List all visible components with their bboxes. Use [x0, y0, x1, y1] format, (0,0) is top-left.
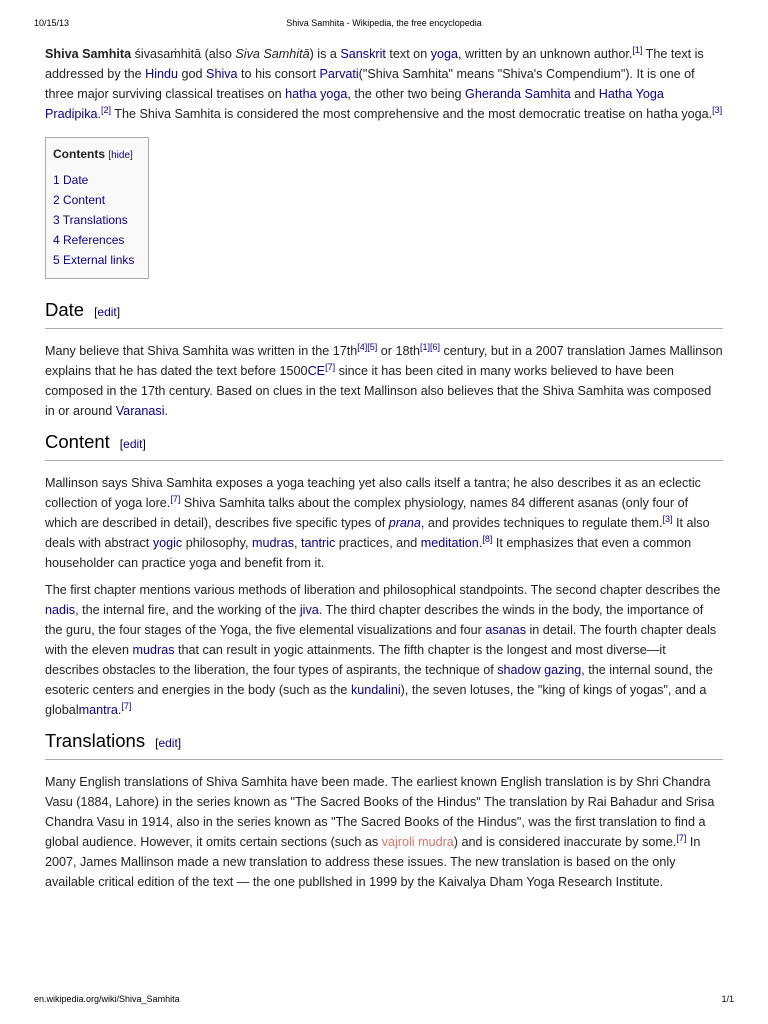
iast-name: śivasaṁhitā — [134, 47, 202, 61]
link-kundalini[interactable]: kundalini — [350, 683, 401, 697]
bracket: ] — [116, 305, 121, 319]
link-yoga[interactable]: yoga — [430, 47, 459, 61]
link-jiva[interactable]: jiva — [299, 603, 319, 617]
text-run: god — [178, 67, 207, 81]
text-run: Many believe that Shiva Samhita was written in the 17th — [45, 344, 358, 358]
edit-section-date — [94, 305, 120, 319]
toc-item — [53, 250, 134, 270]
text-run: practices, and — [335, 536, 421, 550]
citation-ref — [121, 701, 131, 711]
bracket: ] — [130, 150, 133, 161]
link-nadis[interactable]: nadis — [45, 603, 76, 617]
edit-link[interactable]: edit — [97, 305, 117, 319]
intro-paragraph — [45, 44, 723, 124]
citation-ref — [632, 45, 642, 55]
toc-header — [53, 144, 134, 166]
citation-link[interactable]: [7] — [170, 493, 181, 504]
heading-text: Date — [45, 299, 85, 320]
citation-ref — [662, 514, 672, 524]
text-run: . The third chapter describes the winds in the body, the importance of the guru, the four stages of the Yoga, the five elemental visualizations and four — [45, 603, 704, 637]
text-run: century, but in a 2007 translation James Mallinson explains that he has dated the text before 1500 — [45, 344, 723, 378]
toc-item — [53, 210, 134, 230]
text-run: , the internal sound, the esoteric centers and energies in the body (such as the — [45, 663, 713, 697]
bracket: ] — [142, 437, 146, 451]
link-hatha-yoga[interactable]: hatha yoga — [285, 87, 348, 101]
citation-link[interactable]: [7] — [676, 832, 687, 843]
citation-ref — [170, 494, 180, 504]
citation-ref — [357, 342, 377, 352]
text-run: . — [117, 703, 122, 717]
toc-link-content[interactable]: 2 Content — [53, 193, 106, 207]
link-asanas[interactable]: asanas — [485, 623, 526, 637]
text-run: The Shiva Samhita is considered the most comprehensive and the most democratic treatise on hatha yoga. — [111, 107, 713, 121]
citation-link[interactable]: [8] — [482, 533, 493, 544]
link-mudras[interactable]: mudras — [252, 536, 294, 550]
link-sanskrit[interactable]: Sanskrit — [340, 47, 386, 61]
toc-title: Contents — [53, 147, 105, 161]
citation-ref — [101, 105, 111, 115]
citation-ref — [482, 534, 492, 544]
link-meditation[interactable]: meditation — [420, 536, 479, 550]
toc-hide-link[interactable]: hide — [111, 150, 131, 161]
citation-ref — [325, 362, 335, 372]
text-run: ) and is considered inaccurate by some. — [453, 835, 677, 849]
text-run: to his consort — [237, 67, 320, 81]
toc-item — [53, 170, 134, 190]
link-prana[interactable] — [389, 516, 421, 530]
text-run: The text is addressed by the — [45, 47, 704, 81]
print-header — [34, 18, 734, 32]
print-page-number: 1/1 — [721, 994, 734, 1004]
edit-link[interactable]: edit — [158, 736, 178, 750]
date-paragraph — [45, 341, 723, 421]
heading-text: Translations — [45, 730, 146, 751]
link-text: prana — [388, 516, 421, 530]
toc-item — [53, 230, 134, 250]
article-body — [45, 44, 723, 899]
toc-link-external-links[interactable]: 5 External links — [53, 253, 135, 267]
section-heading-content — [45, 431, 723, 461]
section-heading-date — [45, 299, 723, 329]
print-date: 10/15/13 — [34, 18, 70, 28]
citation-link[interactable]: [7] — [121, 700, 132, 711]
print-url: en.wikipedia.org/wiki/Shiva_Samhita — [34, 994, 180, 1004]
toc-hide-toggle — [108, 150, 132, 161]
citation-ref — [420, 342, 440, 352]
text-run: text on — [385, 47, 431, 61]
text-run: The first chapter mentions various methods of liberation and philosophical standpoints. The second chapter describes the — [45, 583, 721, 597]
text-run: . — [97, 107, 102, 121]
citation-link[interactable]: [3] — [662, 513, 673, 524]
toc-item — [53, 190, 134, 210]
citation-link[interactable]: [4] — [357, 341, 368, 352]
text-run: , — [294, 536, 301, 550]
text-run: that can result in yogic attainments. The fifth chapter is the longest and most diverse—it describes obstacles to the liberation, the four types of aspirants, the technique of — [45, 643, 666, 677]
bracket: [ — [155, 736, 159, 750]
text-run: , the other two being — [347, 87, 466, 101]
section-heading-translations — [45, 730, 723, 760]
toc-link-references[interactable]: 4 References — [53, 233, 125, 247]
text-run: Many English translations of Shiva Samhita have been made. The earliest known English translation is by Shri Chandra Vasu (1884, Lahore) in the series known as "The Sacred Books of the Hindus" The translation by Rai Bahadur and Srisa Chandra Vasu in 1914, also in the series known as "The Sacred Books of the Hindus", was the first translation to find a global audience. However, it omits certain sections (such as — [45, 775, 715, 849]
text-run: ("Shiva Samhita" means "Shiva's Compendium"). It is one of three major surviving classical treatises on — [45, 67, 695, 101]
citation-link[interactable]: [5] — [367, 341, 378, 352]
content-paragraph-1 — [45, 473, 723, 573]
text-run: It also deals with abstract — [45, 516, 710, 550]
link-shiva[interactable]: Shiva — [206, 67, 238, 81]
alt-name: Siva Samhitā — [235, 47, 310, 61]
content-paragraph-2 — [45, 580, 723, 720]
link-hindu[interactable]: Hindu — [145, 67, 179, 81]
citation-link[interactable]: [3] — [712, 104, 723, 115]
text-run: In 2007, James Mallinson made a new translation to address these issues. The new translation is based on the only available critical edition of the text — the one publlshed in 1999 by the Kaivalya Dham Yoga Research Institute. — [45, 835, 701, 889]
bracket: [ — [119, 437, 124, 451]
link-shadow-gazing[interactable]: shadow gazing — [497, 663, 582, 677]
bracket: [ — [94, 305, 98, 319]
edit-link[interactable]: edit — [123, 437, 143, 451]
citation-link[interactable]: [1] — [632, 44, 643, 55]
link-mantra[interactable]: mantra — [78, 703, 118, 717]
print-page-title: Shiva Samhita - Wikipedia, the free encyclopedia — [286, 18, 482, 28]
article-term: Shiva Samhita — [45, 47, 132, 61]
link-tantric[interactable]: tantric — [301, 536, 336, 550]
text-run: . — [164, 404, 168, 418]
bracket: ] — [177, 736, 182, 750]
text-run: (also — [201, 47, 236, 61]
text-run: since it has been cited in many works believed to have been composed in the 17th century. Based on clues in the text Mallinson also believes that the Shiva Samhita was composed in or around — [45, 364, 712, 418]
text-run: , the internal fire, and the working of the — [75, 603, 300, 617]
text-run: , written by an unknown author. — [458, 47, 633, 61]
citation-link[interactable]: [1] — [419, 341, 430, 352]
link-varanasi[interactable]: Varanasi — [115, 404, 165, 418]
link-ce[interactable]: CE — [307, 364, 326, 378]
text-run: in detail. The fourth chapter deals with the eleven — [45, 623, 717, 657]
text-run: or 18th — [377, 344, 420, 358]
citation-link[interactable]: [2] — [101, 104, 112, 115]
toc-link-translations[interactable]: 3 Translations — [53, 213, 128, 227]
heading-text: Content — [45, 431, 110, 452]
citation-ref — [712, 105, 722, 115]
text-run: It emphasizes that even a common householder can practice yoga and benefit from it. — [45, 536, 692, 570]
edit-section-content — [120, 437, 146, 451]
text-run: and — [570, 87, 599, 101]
print-footer — [34, 994, 734, 1008]
text-run: Mallinson says Shiva Samhita exposes a yoga teaching yet also calls itself a tantra; he also describes it as an eclectic collection of yoga lore. — [45, 476, 701, 510]
table-of-contents — [45, 137, 149, 279]
text-run: , and provides techniques to regulate them. — [420, 516, 663, 530]
text-run: Shiva Samhita talks about the complex physiology, names 84 different asanas (only four of which are described in detail), describes five specific types of — [45, 496, 689, 530]
edit-section-translations — [155, 736, 181, 750]
translations-paragraph — [45, 772, 723, 892]
citation-ref — [676, 833, 686, 843]
text-run: ), the seven lotuses, the "king of kings of yogas", and a global — [45, 683, 707, 717]
link-vajroli-mudra[interactable]: vajroli mudra — [381, 835, 454, 849]
text-run: . — [478, 536, 483, 550]
text-run: ) is a — [309, 47, 341, 61]
citation-link[interactable]: [7] — [325, 361, 336, 372]
link-yogic[interactable]: yogic — [152, 536, 183, 550]
citation-link[interactable]: [6] — [429, 341, 440, 352]
link-hatha-yoga-pradipika[interactable]: Hatha Yoga Pradipika — [45, 87, 664, 121]
toc-list — [53, 170, 134, 270]
link-gheranda-samhita[interactable]: Gheranda Samhita — [465, 87, 571, 101]
link-mudras-2[interactable]: mudras — [132, 643, 175, 657]
toc-link-date[interactable]: 1 Date — [53, 173, 89, 187]
link-parvati[interactable]: Parvati — [319, 67, 359, 81]
text-run: philosophy, — [182, 536, 252, 550]
bracket: [ — [108, 150, 112, 161]
